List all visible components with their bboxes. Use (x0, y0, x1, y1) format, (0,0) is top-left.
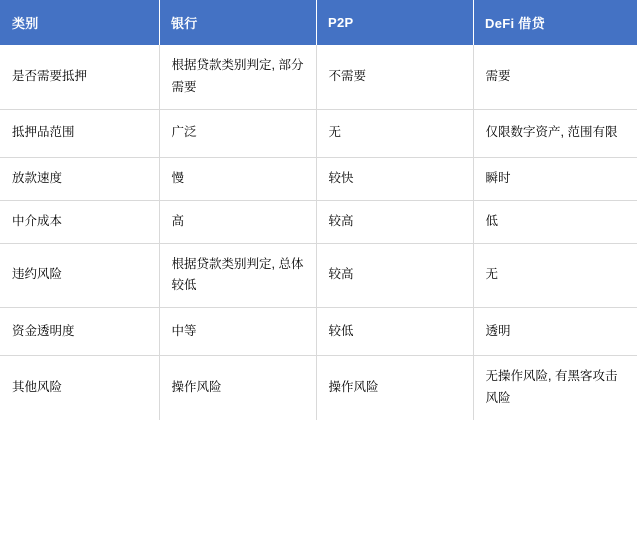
cell-defi-default-risk: 无 (473, 243, 637, 308)
cell-p2p-default-risk: 较高 (316, 243, 473, 308)
cell-bank-intermediary-cost: 高 (159, 200, 316, 243)
cell-p2p-intermediary-cost: 较高 (316, 200, 473, 243)
cell-bank-other-risk: 操作风险 (159, 356, 316, 420)
table-header (0, 0, 637, 45)
row-label-fund-transparency: 资金透明度 (0, 308, 159, 356)
table-row (0, 45, 637, 109)
cell-defi-collateral-required: 需要 (473, 45, 637, 109)
column-header-bank: 银行 (159, 0, 316, 45)
column-header-p2p: P2P (316, 0, 473, 45)
table-row (0, 200, 637, 243)
column-header-category: 类别 (0, 0, 159, 45)
column-header-defi: DeFi 借贷 (473, 0, 637, 45)
table-row (0, 109, 637, 157)
cell-defi-disbursement-speed: 瞬时 (473, 157, 637, 200)
table-body (0, 45, 637, 420)
table-header-row (0, 0, 637, 45)
row-label-other-risk: 其他风险 (0, 356, 159, 420)
row-label-collateral-required: 是否需要抵押 (0, 45, 159, 109)
table-row (0, 308, 637, 356)
cell-p2p-disbursement-speed: 较快 (316, 157, 473, 200)
row-label-disbursement-speed: 放款速度 (0, 157, 159, 200)
table-row (0, 356, 637, 420)
row-label-intermediary-cost: 中介成本 (0, 200, 159, 243)
cell-defi-intermediary-cost: 低 (473, 200, 637, 243)
table-row (0, 243, 637, 308)
cell-bank-fund-transparency: 中等 (159, 308, 316, 356)
row-label-collateral-scope: 抵押品范围 (0, 109, 159, 157)
cell-p2p-collateral-scope: 无 (316, 109, 473, 157)
cell-defi-collateral-scope (473, 109, 637, 157)
cell-bank-disbursement-speed: 慢 (159, 157, 316, 200)
cell-bank-collateral-required: 根据贷款类别判定, 部分需要 (159, 45, 316, 109)
cell-defi-other-risk: 无操作风险, 有黑客攻击风险 (485, 369, 618, 406)
row-label-default-risk: 违约风险 (0, 243, 159, 308)
cell-bank-default-risk: 根据贷款类别判定, 总体较低 (159, 243, 316, 308)
cell-defi-collateral-scope-text: 仅限数字资产, 范围有限 (485, 125, 618, 140)
cell-defi-fund-transparency: 透明 (473, 308, 637, 356)
cell-bank-collateral-scope: 广泛 (159, 109, 316, 157)
cell-p2p-collateral-required: 不需要 (316, 45, 473, 109)
table-row (0, 157, 637, 200)
cell-p2p-fund-transparency: 较低 (316, 308, 473, 356)
cell-p2p-other-risk: 操作风险 (316, 356, 473, 420)
